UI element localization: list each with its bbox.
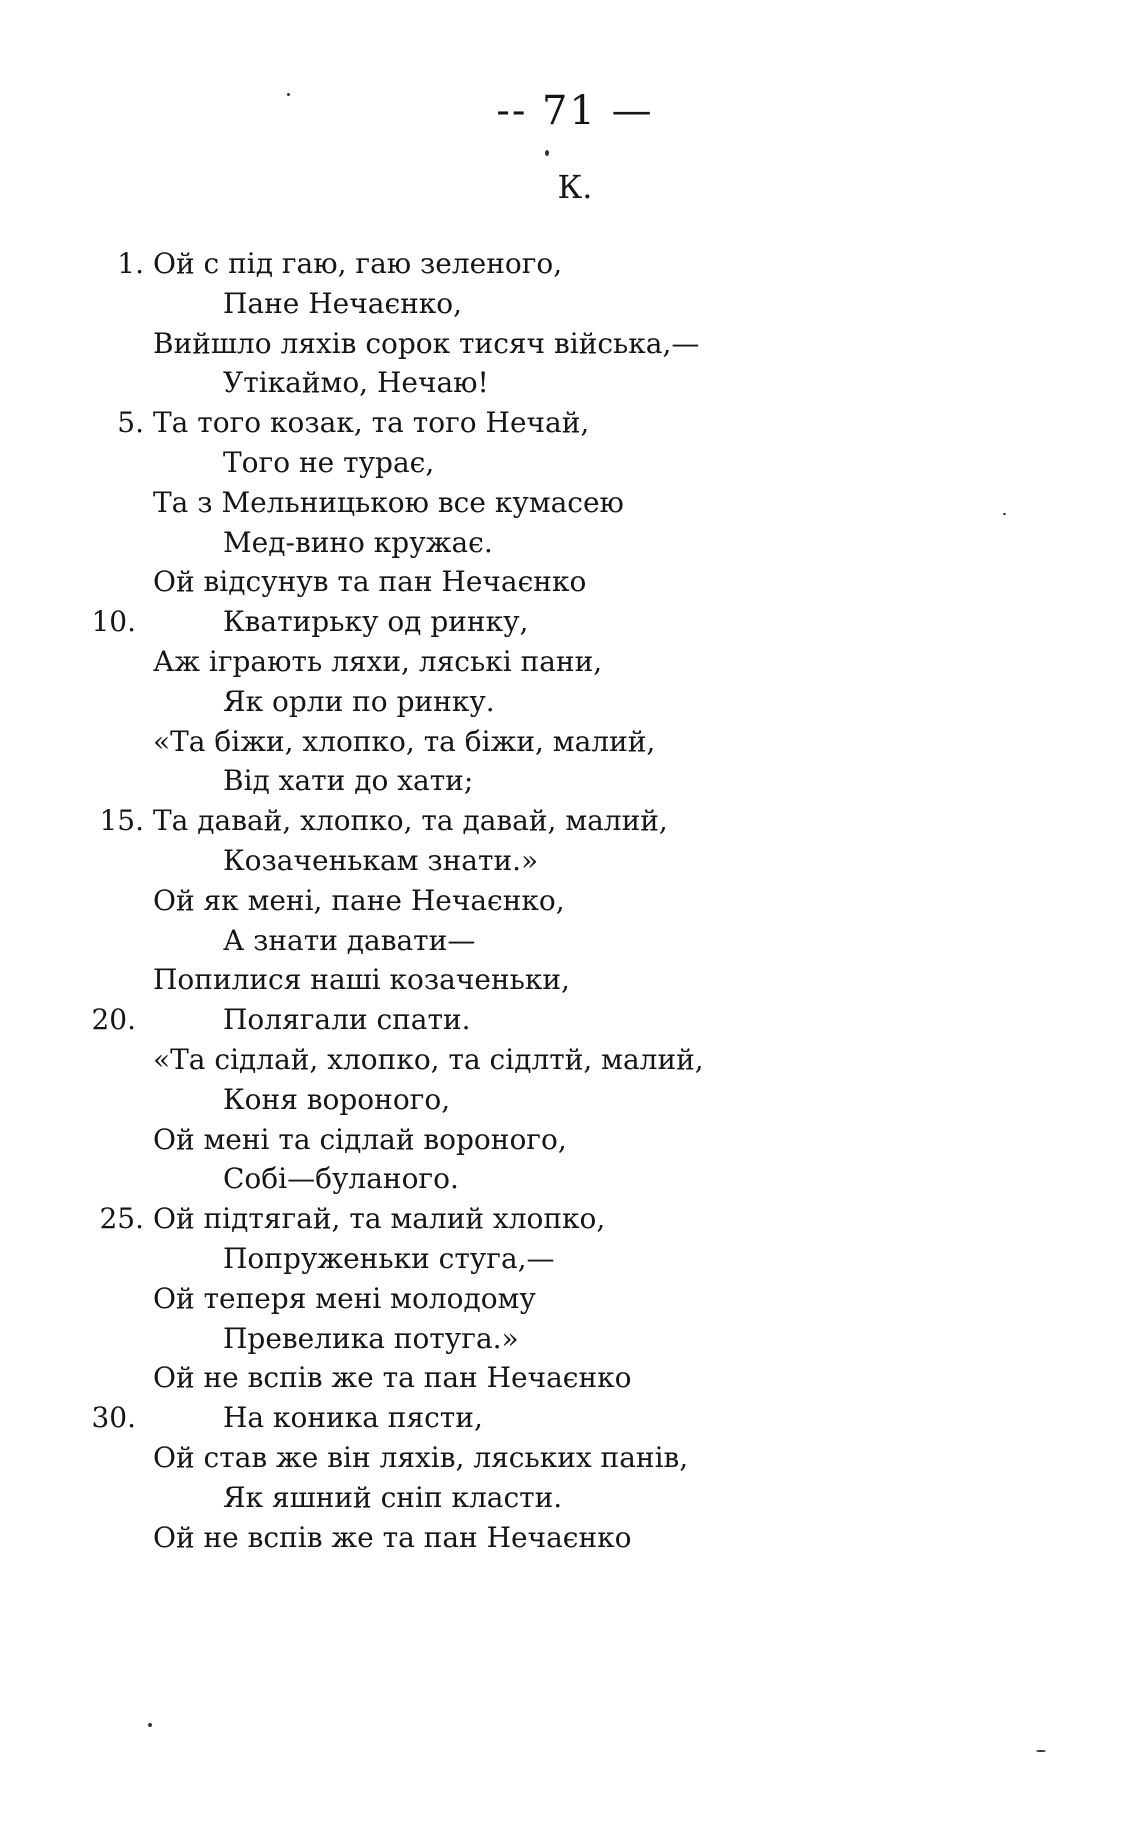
poem-line [0,483,1140,523]
line-text: Полягали спати. [223,1003,471,1037]
poem-line [0,284,1140,324]
poem-line [0,801,1140,841]
line-text: Та з Мельницькою все кумасею [153,485,624,519]
scan-speck [1036,1750,1046,1752]
poem-line [0,1239,1140,1279]
poem-line [0,1279,1140,1319]
poem-line [0,1358,1140,1398]
poem-line [0,841,1140,881]
line-text: Того не турає, [223,445,435,479]
poem-line [0,324,1140,364]
line-text: «Та біжи, хлопко, та біжи, малий, [153,724,656,758]
poem-line [0,443,1140,483]
poem [0,244,1140,1557]
line-text: Козаченькам знати.» [223,843,539,877]
scan-speck [148,1723,152,1727]
line-text: Ой відсунув та пан Нечаєнко [153,565,587,599]
line-text: Пане Нечаєнко, [223,286,463,320]
poem-line [0,1000,1140,1040]
line-number: 1. [117,247,144,280]
scan-speck [1003,513,1006,515]
line-text: Ой не вспів же та пан Нечаєнко [153,1520,632,1554]
poem-line [0,1518,1140,1558]
line-text: Попилися наші козаченьки, [153,963,570,997]
scan-speck [287,93,290,96]
scan-speck [545,150,549,156]
poem-line [0,244,1140,284]
poem-line [0,363,1140,403]
line-number: 30. [91,1401,136,1435]
line-text: Ой мені та сідлай вороного, [153,1122,567,1156]
line-text: А знати давати— [223,923,476,957]
section-letter: К. [557,168,593,206]
line-number: 15. [99,804,144,838]
line-text: Як яшний сніп класти. [223,1480,563,1514]
poem-line [0,921,1140,961]
poem-line [0,881,1140,921]
poem-line [0,1120,1140,1160]
line-text: Ой став же він ляхів, ляських панів, [153,1440,689,1474]
line-text: На коника пясти, [223,1401,483,1435]
line-text: Вийшло ляхів сорок тисяч війська,— [153,326,700,360]
line-number: 20. [91,1003,136,1037]
poem-line [0,1080,1140,1120]
line-number: 5. [117,406,144,440]
line-text: Мед-вино кружає. [223,525,493,559]
poem-line [0,682,1140,722]
page-number: -- 71 — [496,88,654,134]
line-text: Ой не вспів же та пан Нечаєнко [153,1361,632,1395]
poem-line [0,562,1140,602]
line-text: Утікаймо, Нечаю! [223,366,489,400]
poem-line [0,523,1140,563]
line-text: Коня вороного, [223,1082,451,1116]
poem-line [0,1159,1140,1199]
line-text: Від хати до хати; [223,764,474,798]
line-text: «Та сідлай, хлопко, та сідлтй, малий, [153,1042,704,1076]
line-text: Ой як мені, пане Нечаєнко, [153,883,565,917]
poem-line [0,1438,1140,1478]
line-text: Аж іграють ляхи, ляські пани, [153,644,603,678]
line-text: Превелика потуга.» [223,1321,519,1355]
poem-line [0,642,1140,682]
line-text: Ой підтягай, та малий хлопко, [153,1202,606,1236]
line-number: 25. [99,1202,144,1236]
poem-line [0,1319,1140,1359]
line-text: Та того козак, та того Нечай, [153,406,590,440]
poem-line [0,761,1140,801]
line-text: Ой теперя мені молодому [153,1281,536,1315]
line-text: Попруженьки стуга,— [223,1241,555,1275]
poem-line [0,722,1140,762]
poem-line [0,960,1140,1000]
poem-line [0,1478,1140,1518]
poem-line [0,1199,1140,1239]
line-text: Собі—буланого. [223,1162,459,1196]
line-number: 10. [91,605,136,639]
line-text: Та давай, хлопко, та давай, малий, [153,804,668,838]
line-text: Ой с під гаю, гаю зеленого, [153,247,563,280]
line-text: Як орли по ринку. [223,684,495,718]
poem-line [0,1398,1140,1438]
poem-line [0,1040,1140,1080]
poem-line [0,403,1140,443]
poem-line [0,602,1140,642]
line-text: Кватирьку од ринку, [223,605,529,639]
